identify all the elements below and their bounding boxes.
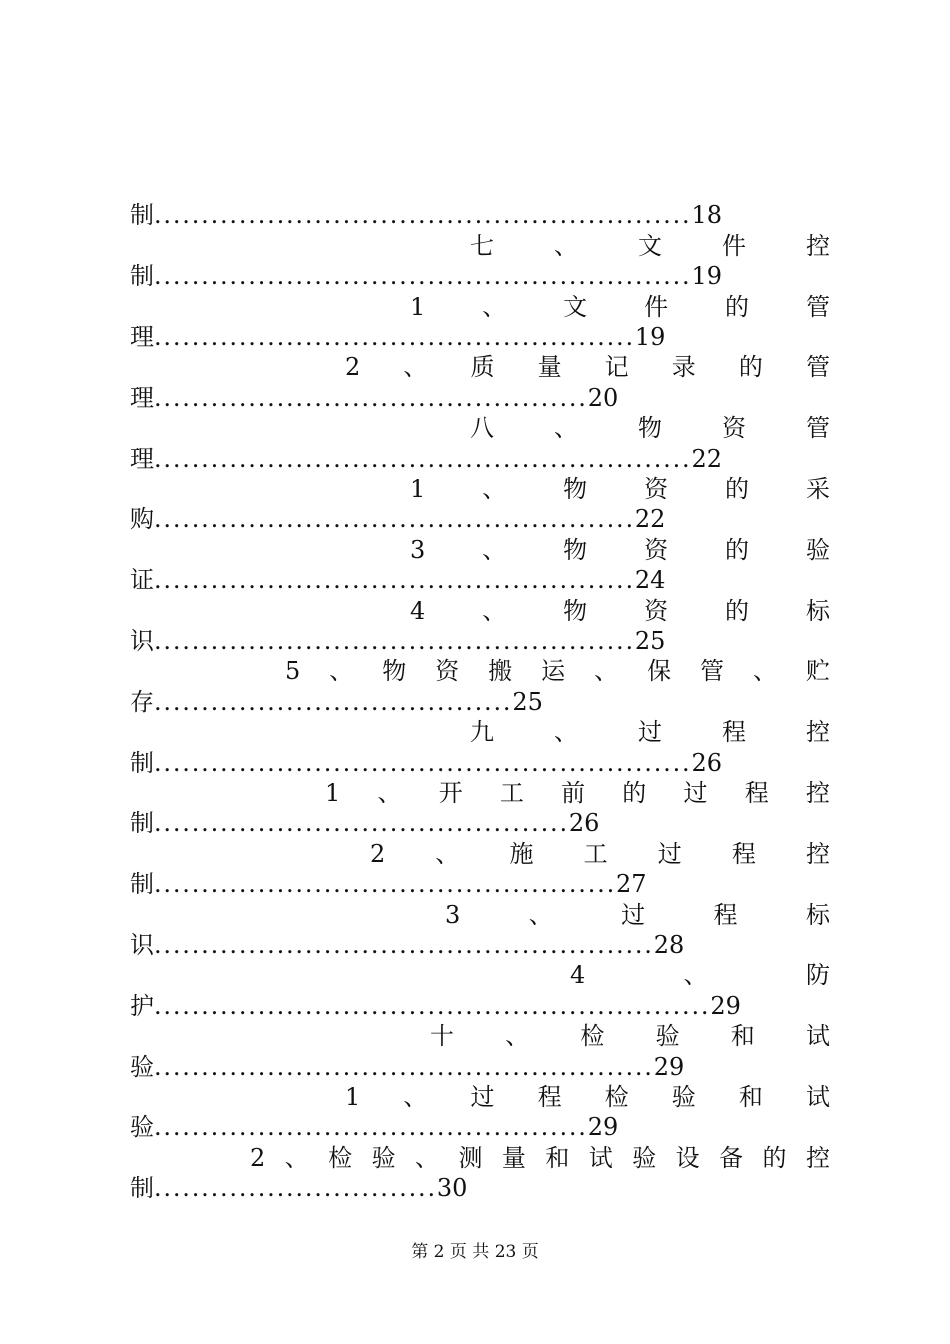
toc-page-number: 29: [587, 1113, 619, 1142]
toc-dot-leader: .....................................................: [154, 930, 654, 959]
toc-entry: [130, 413, 830, 474]
toc-entry-wrap-char: 证: [130, 566, 154, 595]
toc-entry-leader-line: [130, 261, 830, 291]
toc-entry: [130, 535, 830, 596]
toc-dot-leader: .........................................................: [154, 201, 692, 230]
toc-entry-wrap-char: 验: [130, 1052, 154, 1081]
toc-entry-wrap-char: 理: [130, 383, 154, 412]
toc-dot-leader: ............................................: [154, 809, 569, 838]
toc-entry-leader-line: [130, 565, 830, 595]
toc-entry-wrap-char: 制: [130, 201, 154, 230]
toc-entry-heading: 2 、 质 量 记 录 的 管: [345, 353, 830, 382]
toc-entry: [130, 231, 830, 292]
toc-dot-leader: ..............................: [154, 1174, 437, 1203]
toc-page-number: 25: [634, 626, 666, 655]
toc-entry: [130, 596, 830, 657]
toc-entry-leader-line: [130, 748, 830, 778]
toc-entry-leader-line: [130, 869, 830, 899]
toc-entry-wrap-char: 制: [130, 262, 154, 291]
toc-entry: [130, 900, 830, 961]
toc-entry-heading: 5 、 物 资 搬 运 、 保 管 、 贮: [285, 657, 830, 686]
toc-entry-wrap-char: 制: [130, 870, 154, 899]
toc-entry-heading: 2 、 检 验 、 测 量 和 试 验 设 备 的 控: [250, 1143, 830, 1172]
toc-entry-wrap-char: 制: [130, 809, 154, 838]
toc-dot-leader: ...........................................................: [154, 991, 711, 1020]
toc-page-number: 28: [653, 930, 685, 959]
toc-dot-leader: .....................................................: [154, 1052, 654, 1081]
toc-dot-leader: ..............................................: [154, 383, 588, 412]
toc-dot-leader: ......................................: [154, 687, 513, 716]
toc-page-number: 27: [616, 870, 647, 899]
toc-dot-leader: ...................................................: [154, 322, 635, 351]
toc-entry: [130, 170, 830, 231]
toc-dot-leader: .........................................................: [154, 444, 692, 473]
toc-dot-leader: ...................................................: [154, 626, 635, 655]
toc-entry-heading: 1 、 过 程 检 验 和 试: [345, 1082, 830, 1111]
toc-dot-leader: .........................................................: [154, 748, 692, 777]
toc-dot-leader: ...................................................: [154, 505, 635, 534]
toc-entry-leader-line: [130, 444, 830, 474]
toc-entry-wrap-char: 理: [130, 444, 154, 473]
toc-entry-heading: 1 、 开 工 前 的 过 程 控: [325, 778, 830, 807]
toc-entry: [130, 292, 830, 353]
toc-entry-wrap-char: 护: [130, 991, 154, 1020]
toc-entry-heading: 4 、 防: [570, 961, 830, 990]
toc-dot-leader: ...................................................: [154, 566, 635, 595]
toc-page-number: 25: [512, 687, 543, 716]
table-of-contents: [130, 170, 830, 1204]
toc-page-number: 30: [436, 1174, 468, 1203]
toc-entry-wrap-char: 制: [130, 748, 154, 777]
toc-entry-heading: 3 、 物 资 的 验: [410, 535, 830, 564]
toc-entry-wrap-char: 存: [130, 687, 154, 716]
toc-dot-leader: .................................................: [154, 870, 617, 899]
toc-entry-leader-line: [130, 200, 830, 230]
toc-entry-heading: 4 、 物 资 的 标: [410, 596, 830, 625]
toc-entry: [130, 352, 830, 413]
toc-page-number: 18: [691, 201, 722, 230]
toc-entry: [130, 656, 830, 717]
toc-entry: [130, 1143, 830, 1204]
toc-entry-leader-line: [130, 930, 830, 960]
page-footer: 第 2 页 共 23 页: [411, 1242, 539, 1262]
toc-entry-heading: 3 、 过 程 标: [445, 900, 830, 929]
toc-entry-wrap-char: 识: [130, 626, 154, 655]
toc-entry: [130, 960, 830, 1021]
toc-entry-heading: [130, 170, 830, 200]
toc-entry: [130, 778, 830, 839]
toc-page-number: 24: [634, 566, 666, 595]
toc-entry: [130, 474, 830, 535]
toc-dot-leader: ..............................................: [154, 1113, 588, 1142]
toc-page-number: 19: [634, 322, 666, 351]
toc-entry-heading: 七 、 文 件 控: [470, 231, 830, 260]
toc-entry-leader-line: [130, 1052, 830, 1082]
toc-page-number: 26: [568, 809, 600, 838]
toc-entry: [130, 1082, 830, 1143]
toc-entry-heading: 十 、 检 验 和 试: [430, 1022, 830, 1051]
toc-page-number: 26: [691, 748, 722, 777]
toc-page-number: 29: [710, 991, 741, 1020]
toc-page-number: 20: [587, 383, 619, 412]
toc-entry-wrap-char: 制: [130, 1174, 154, 1203]
toc-entry-wrap-char: 理: [130, 322, 154, 351]
toc-entry-heading: 八 、 物 资 管: [470, 414, 830, 443]
toc-entry-leader-line: [130, 687, 830, 717]
toc-entry-heading: 2 、 施 工 过 程 控: [370, 839, 830, 868]
toc-page-number: 29: [653, 1052, 685, 1081]
toc-entry-leader-line: [130, 626, 830, 656]
toc-entry: [130, 717, 830, 778]
toc-entry-wrap-char: 验: [130, 1113, 154, 1142]
toc-entry-wrap-char: 识: [130, 930, 154, 959]
toc-entry-heading: 九 、 过 程 控: [470, 718, 830, 747]
toc-page-number: 22: [691, 444, 722, 473]
toc-dot-leader: .........................................................: [154, 262, 692, 291]
toc-entry-wrap-char: 购: [130, 505, 154, 534]
toc-page-number: 22: [634, 505, 666, 534]
toc-entry-leader-line: [130, 322, 830, 352]
toc-entry: [130, 839, 830, 900]
toc-entry-leader-line: [130, 808, 830, 838]
toc-entry-heading: 1 、 物 资 的 采: [410, 474, 830, 503]
toc-entry-leader-line: [130, 1112, 830, 1142]
toc-entry-leader-line: [130, 383, 830, 413]
toc-entry-leader-line: [130, 991, 830, 1021]
toc-entry-heading: 1 、 文 件 的 管: [410, 292, 830, 321]
toc-entry-leader-line: [130, 504, 830, 534]
toc-entry: [130, 1021, 830, 1082]
toc-page-number: 19: [691, 262, 722, 291]
toc-entry-leader-line: [130, 1173, 830, 1203]
